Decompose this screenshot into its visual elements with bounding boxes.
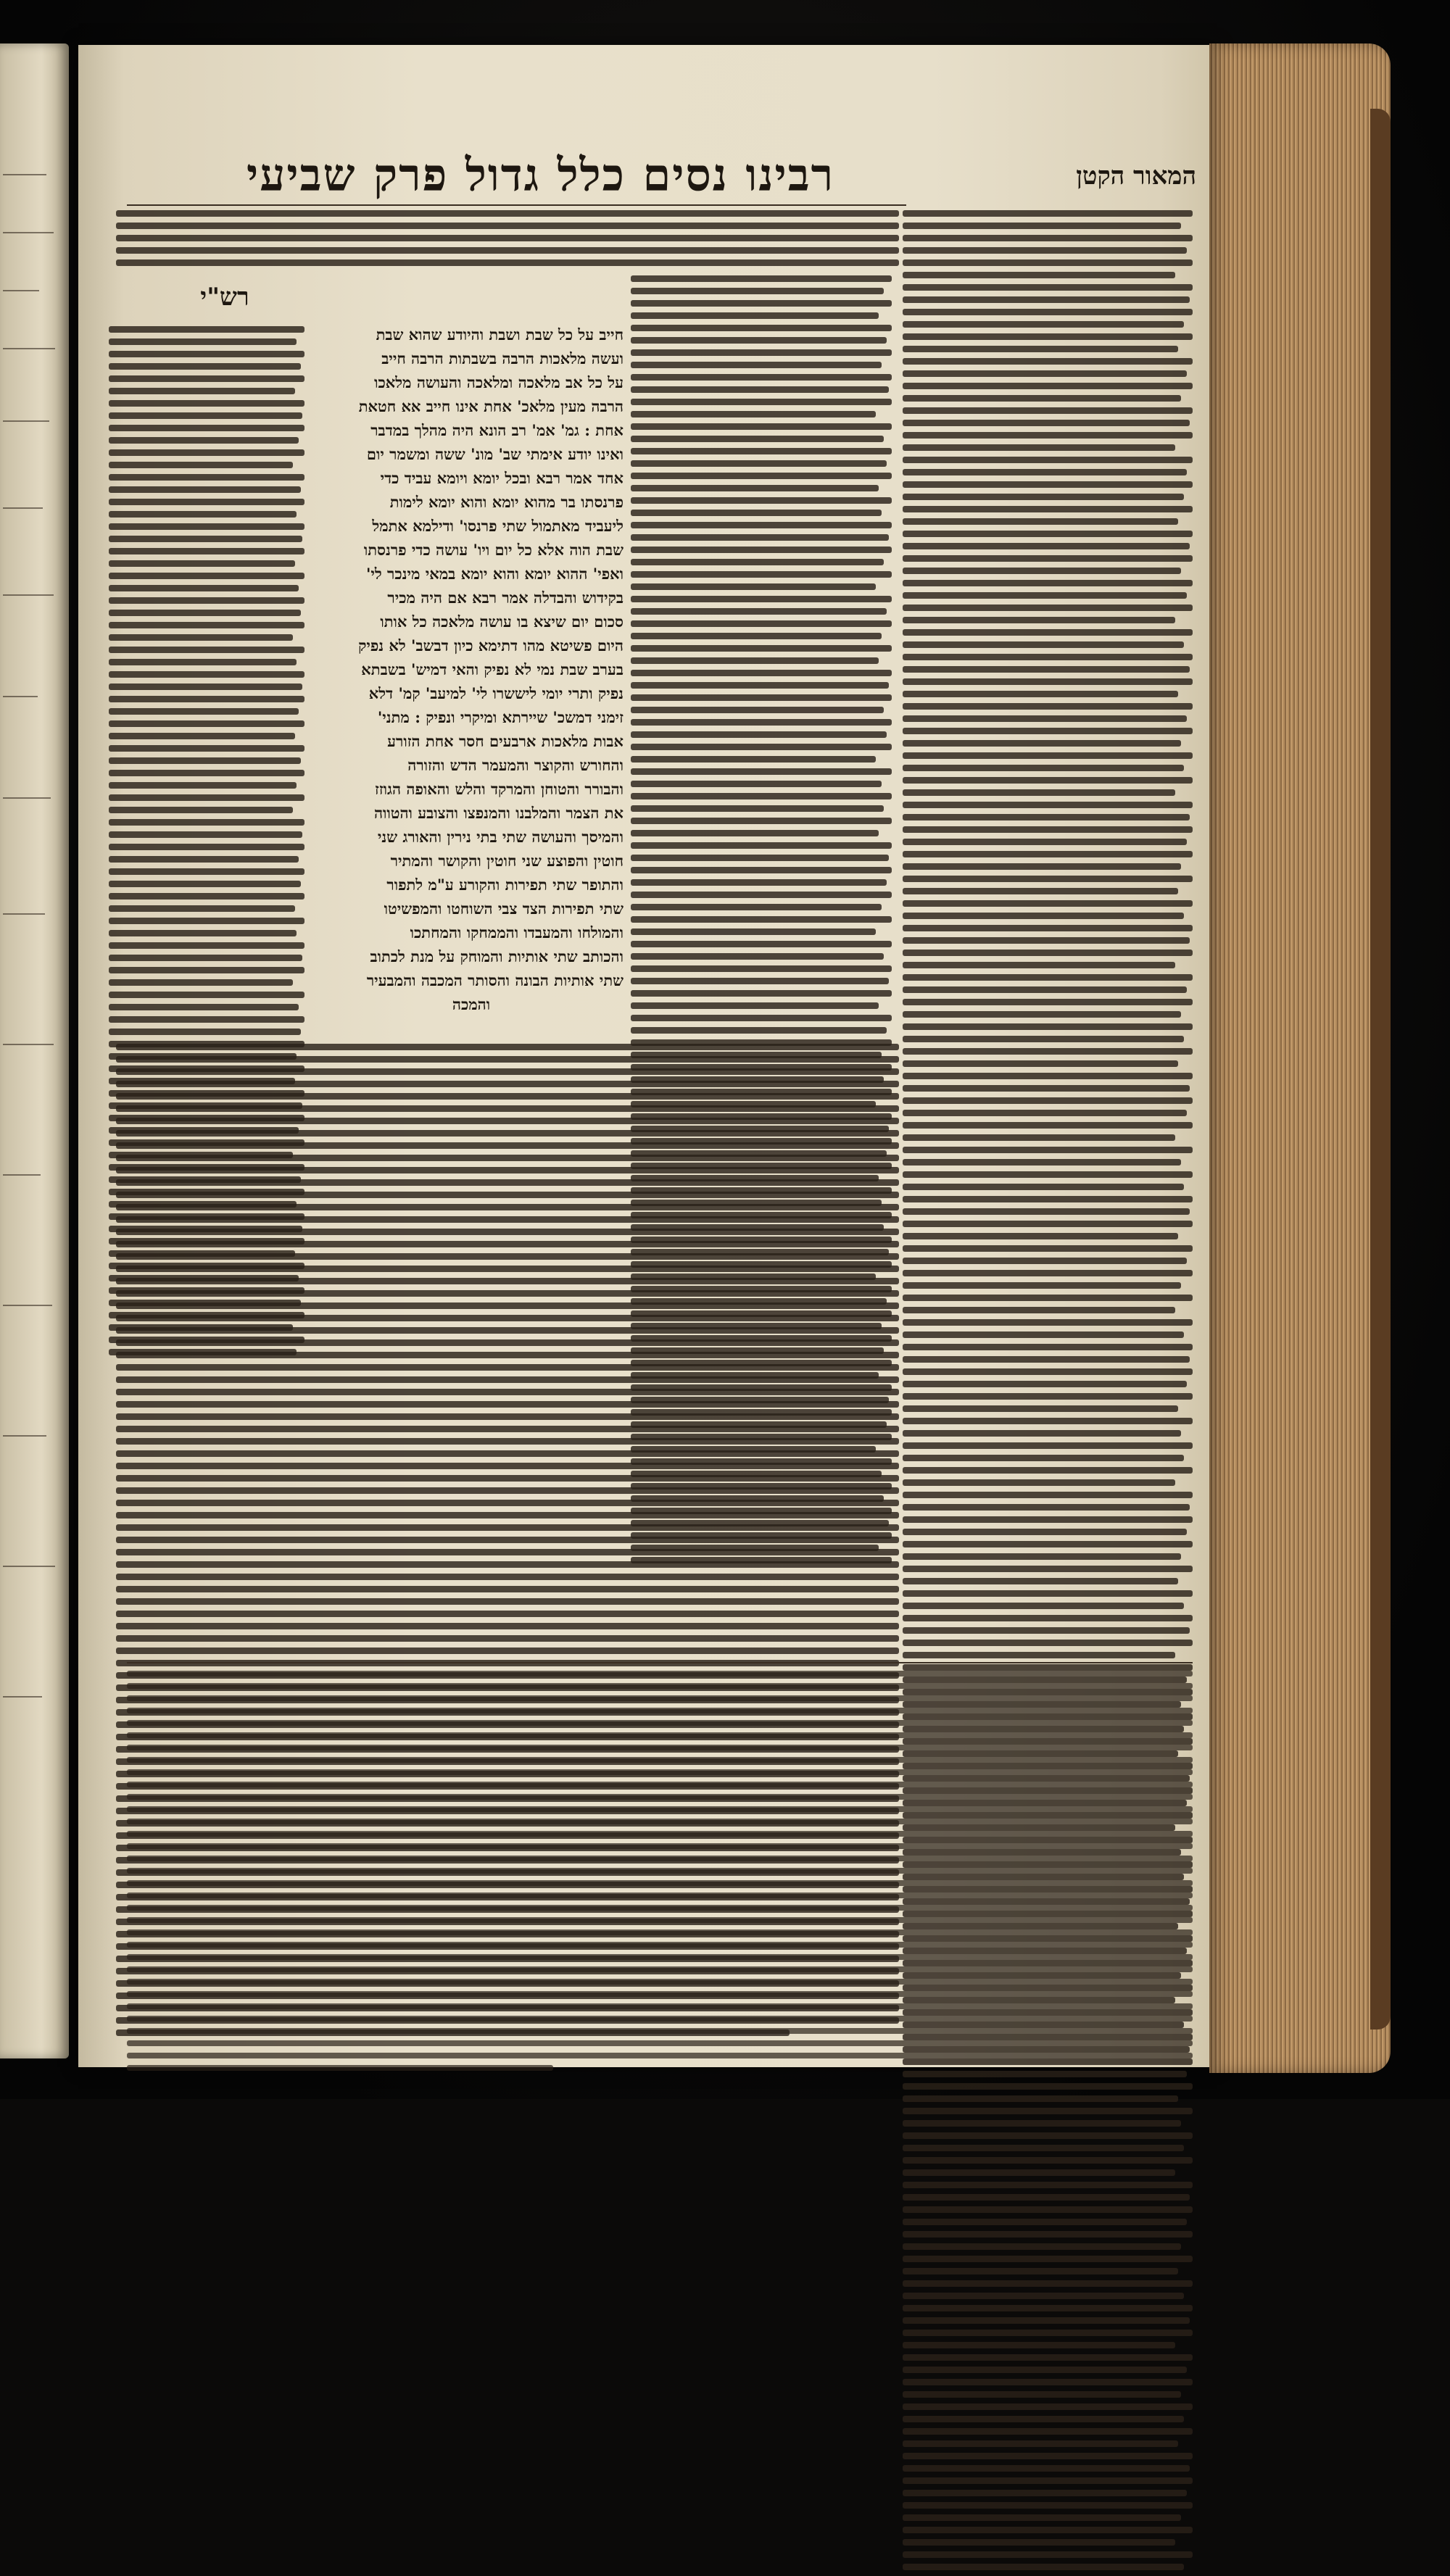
- gemara-line: בערב שבת נמי לא נפיק והאי דמיש' בשבתא: [361, 660, 624, 678]
- gemara-line: שבת הוה אלא כל יום ויו' עושה כדי פרנסתו: [363, 541, 624, 559]
- gemara-line: והחורש והקוצר והמעמר הדש והזורה: [407, 756, 624, 774]
- ran-top-paragraph: [116, 210, 899, 272]
- rashi-label: רש"י: [200, 283, 249, 312]
- gemara-line: והמיסך והעושה שתי בתי נירין והאורג שני: [377, 828, 624, 846]
- gemara-line: והבורר והטוחן והמרקד והלש והאופה הגוזז: [374, 780, 624, 798]
- left-page-edge: [0, 43, 69, 2058]
- gemara-line: נפיק ותרי יומי ליששרו לי' למיעב' קמ' דלא: [368, 684, 624, 702]
- gemara-line: היום פשיטא מהו דתימא כיון דבשב' לא נפיק: [358, 636, 624, 655]
- gemara-line: חוטין והפוצע שני חוטין והקושר והמתיר: [390, 852, 624, 870]
- head-rule: [127, 204, 906, 206]
- gemara-line: ואינו יודע אימתי שב' מונ' ששה ומשמר יום: [366, 445, 624, 463]
- gemara-line: אחד אמר רבא ובכל יומא ויומא עביד כדי: [380, 469, 624, 487]
- gemara-line: ואפי' ההוא יומא והוא יומא במאי מינכר לי': [365, 565, 624, 583]
- gemara-line: והמכה: [452, 995, 491, 1013]
- running-head-right: המאור הקטן: [1076, 162, 1196, 191]
- running-head: [160, 149, 1196, 199]
- gemara-line: ליעביד מאתמול שתי פרנסו' ודילמא אתמל: [372, 517, 624, 535]
- maor-hakatan-column: [903, 210, 1193, 2576]
- page-fore-edge: [1209, 43, 1391, 2073]
- footnotes: [127, 1671, 1193, 1917]
- footnote-rule: [127, 1662, 1193, 1663]
- gemara-line: והמולחו והמעבדו והממחקו והמחתכו: [410, 923, 624, 942]
- gemara-line: הרבה מעין מלאכ' אחת אינו חייב אא חטאת: [358, 397, 624, 415]
- gemara-line: ועשה מלאכות הרבה בשבתות הרבה חייב: [381, 349, 624, 367]
- gemara-line: זימני דמשכ' שיירתא ומיקרי ונפיק : מתני': [377, 708, 624, 726]
- gemara-line: שתי תפירות הצד צבי השוחטו והמפשיטו: [384, 899, 624, 918]
- running-head-title: רבינו נסים כלל גדול פרק שביעי: [246, 149, 835, 201]
- gemara-line: סכום יום שיצא בו עושה מלאכה כל אותו: [380, 612, 624, 631]
- book-cover-edge: [1370, 109, 1391, 2029]
- gemara-line: אבות מלאכות ארבעים חסר אחת הזורע: [387, 732, 624, 750]
- gemara-line: והכותב שתי אותיות והמוחק על מנת לכתוב: [370, 947, 624, 965]
- gemara-line: אחת : גמ' אמ' רב הונא היה מהלך במדבר: [370, 421, 624, 439]
- gemara-line: פרנסתו בר מהוא יומא והוא יומא לימות: [389, 493, 624, 511]
- gemara-line: והתופר שתי תפירות והקורע ע"מ לתפור: [386, 876, 624, 894]
- gemara-line: בקידוש והבדלה אמר רבא אם היה מכיר: [387, 589, 624, 607]
- gemara-line: שתי אותיות הבונה והסותר המכבה והמבעיר: [366, 971, 624, 989]
- gemara-main-text: [319, 323, 624, 1016]
- gemara-line: על כל אב מלאכה ומלאכה והעושה מלאכו: [374, 373, 624, 391]
- gemara-line: את הצמר והמלבנו והמנפצו והצובע והטווה: [373, 804, 624, 822]
- gemara-line: חייב על כל שבת ושבת והיודע שהוא שבת: [376, 325, 624, 344]
